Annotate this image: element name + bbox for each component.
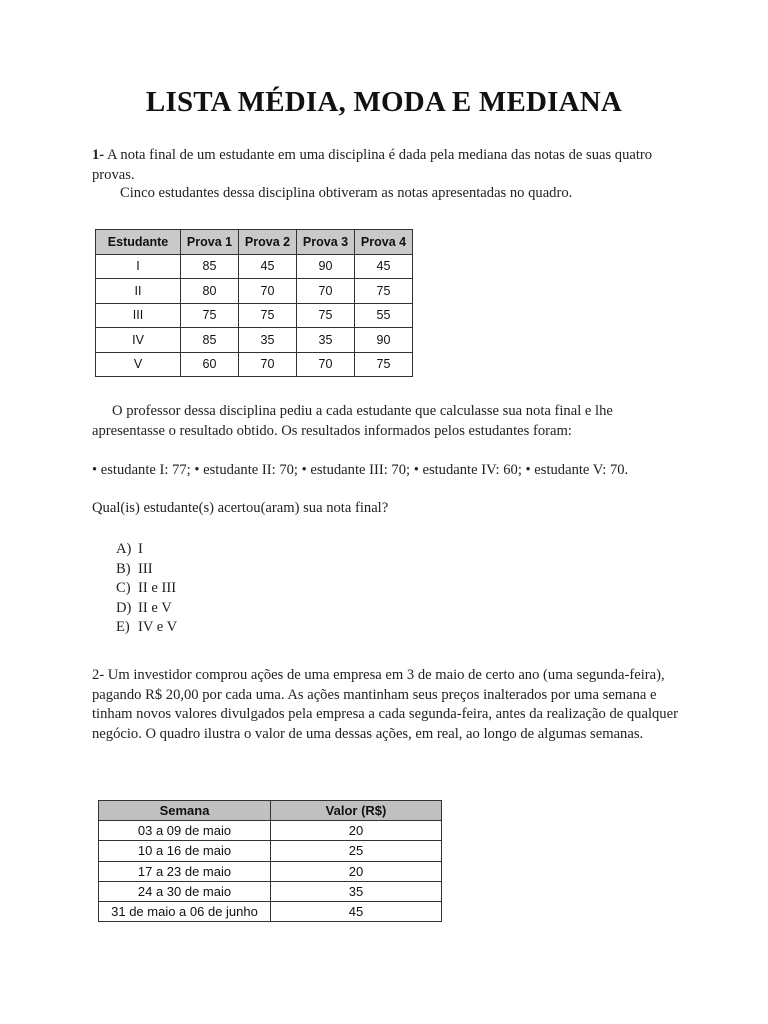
table-row: [96, 254, 413, 279]
table-cell: 70: [239, 279, 297, 304]
table-cell: II: [96, 279, 181, 304]
table-row: [96, 328, 413, 353]
table-cell: 35: [297, 328, 355, 353]
stock-value-table: [98, 800, 442, 922]
table-cell: V: [96, 352, 181, 377]
table-cell: 03 a 09 de maio: [99, 821, 271, 841]
option-letter: D): [116, 599, 132, 616]
table-cell: 25: [271, 841, 442, 861]
table-cell: 20: [271, 861, 442, 881]
stock-header-cell: Semana: [99, 801, 271, 821]
table-cell: III: [96, 303, 181, 328]
table-cell: 55: [355, 303, 413, 328]
grades-header-cell: Prova 3: [297, 230, 355, 255]
table-cell: 75: [181, 303, 239, 328]
table-cell: 70: [239, 352, 297, 377]
table-row: [96, 303, 413, 328]
answer-option[interactable]: [116, 540, 177, 560]
answer-option[interactable]: [116, 618, 177, 638]
option-letter: A): [116, 541, 132, 557]
grades-header-cell: Prova 2: [239, 230, 297, 255]
table-cell: IV: [96, 328, 181, 353]
question-1-results: • estudante I: 77; • estudante II: 70; • estudante III: 70; • estudante IV: 60; • estudante V: 70.: [92, 462, 629, 478]
option-text: II e III: [138, 580, 177, 596]
table-cell: 90: [355, 328, 413, 353]
table-row: [96, 352, 413, 377]
table-cell: 85: [181, 254, 239, 279]
table-cell: 31 de maio a 06 de junho: [99, 901, 271, 921]
table-cell: 75: [355, 352, 413, 377]
question-1-line1: A nota final de um estudante em uma disciplina é dada pela mediana das notas de suas quatro provas.: [92, 147, 653, 183]
question-2-statement: 2- Um investidor comprou ações de uma empresa em 3 de maio de certo ano (uma segunda-feira), pagando R$ 20,00 por cada uma. As ações mantinham seus preços inalterados por uma semana e tinham novos valores divulgados pela empresa a cada segunda-feira, antes da realização de qualquer negócio. O quadro ilustra o valor de uma dessas ações, em real, ao longo de algumas semanas.: [92, 667, 678, 742]
question-1-paragraph-2: O professor dessa disciplina pediu a cada estudante que calculasse sua nota final e lhe apresentasse o resultado obtido. Os resultados informados pelos estudantes foram:: [92, 403, 613, 439]
table-cell: 75: [239, 303, 297, 328]
table-cell: 80: [181, 279, 239, 304]
option-letter: E): [116, 619, 130, 635]
table-cell: I: [96, 254, 181, 279]
table-cell: 10 a 16 de maio: [99, 841, 271, 861]
grades-header-cell: Prova 4: [355, 230, 413, 255]
option-letter: B): [116, 560, 131, 577]
table-cell: 85: [181, 328, 239, 353]
page-title: LISTA MÉDIA, MODA E MEDIANA: [145, 86, 623, 118]
table-row: [99, 841, 442, 861]
question-1-prompt: Qual(is) estudante(s) acertou(aram) sua nota final?: [92, 500, 389, 516]
grades-table-header: [96, 230, 413, 255]
table-row: [99, 861, 442, 881]
table-row: [96, 279, 413, 304]
table-cell: 75: [297, 303, 355, 328]
table-cell: 24 a 30 de maio: [99, 881, 271, 901]
answer-option[interactable]: [116, 579, 177, 599]
table-row: [99, 901, 442, 921]
table-row: [99, 821, 442, 841]
grades-header-cell: Estudante: [96, 230, 181, 255]
stock-header-cell: Valor (R$): [271, 801, 442, 821]
table-cell: 90: [297, 254, 355, 279]
table-cell: 45: [239, 254, 297, 279]
option-text: II e V: [138, 599, 172, 616]
option-letter: C): [116, 580, 131, 596]
answer-option[interactable]: [116, 560, 177, 580]
question-1-line2: Cinco estudantes dessa disciplina obtiveram as notas apresentadas no quadro.: [120, 185, 573, 201]
table-cell: 45: [271, 901, 442, 921]
grades-header-cell: Prova 1: [181, 230, 239, 255]
table-row: [99, 881, 442, 901]
table-cell: 45: [355, 254, 413, 279]
option-text: I: [138, 541, 143, 557]
grades-table: [95, 229, 413, 377]
question-1-statement: [92, 146, 682, 185]
table-cell: 17 a 23 de maio: [99, 861, 271, 881]
stock-table-header: [99, 801, 442, 821]
table-cell: 75: [355, 279, 413, 304]
table-cell: 70: [297, 279, 355, 304]
answer-option[interactable]: [116, 599, 177, 619]
table-cell: 35: [239, 328, 297, 353]
table-cell: 35: [271, 881, 442, 901]
table-cell: 70: [297, 352, 355, 377]
question-1-number: 1-: [92, 147, 105, 163]
option-text: IV e V: [138, 619, 178, 635]
table-cell: 60: [181, 352, 239, 377]
table-cell: 20: [271, 821, 442, 841]
answer-options: [116, 540, 177, 638]
option-text: III: [138, 560, 153, 577]
